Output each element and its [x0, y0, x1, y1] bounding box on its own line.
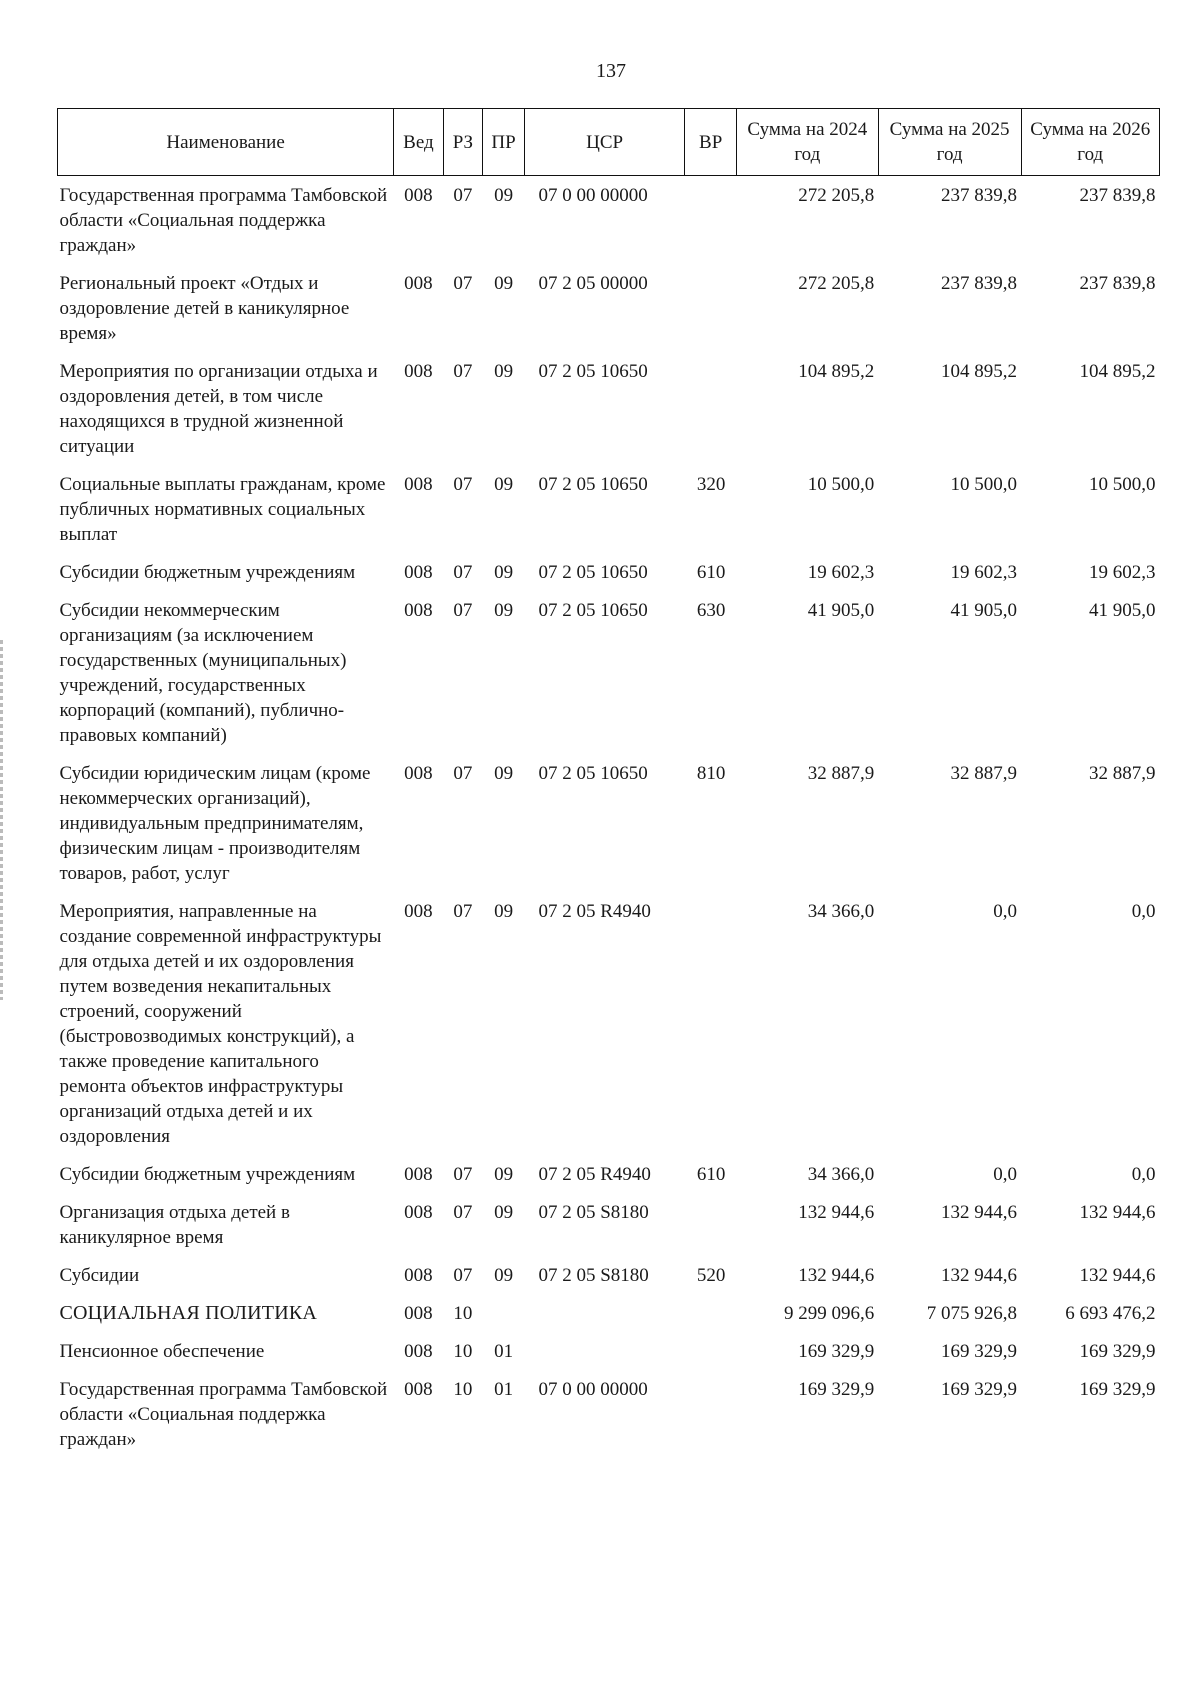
cell-sum-2024: 32 887,9 [807, 763, 875, 784]
cell-sum-2025: 237 839,8 [941, 273, 1018, 294]
cell-vr: 810 [696, 763, 726, 784]
page-number: 137 [596, 60, 626, 82]
cell-name: Региональный проект «Отдых и оздоровление детей в каникулярное время» [59, 273, 350, 344]
cell-rz: 07 [453, 1202, 473, 1223]
cell-csr: 07 2 05 00000 [538, 273, 648, 294]
cell-ved: 008 [404, 185, 433, 206]
cell-sum-2024: 132 944,6 [798, 1202, 875, 1223]
cell-sum-2025: 237 839,8 [941, 185, 1018, 206]
cell-name: Субсидии юридическим лицам (кроме некоммерческих организаций), индивидуальным предпринимателям, физическим лицам - производителям товаров, работ, услуг [59, 763, 371, 884]
cell-vr [685, 1332, 737, 1370]
cell-pr: 09 [494, 361, 514, 382]
cell-ved: 008 [404, 901, 433, 922]
cell-csr: 07 2 05 S8180 [538, 1202, 649, 1223]
header-sum-2026: Сумма на 2026 год [1021, 109, 1159, 176]
cell-ved: 008 [404, 474, 433, 495]
cell-sum-2026: 132 944,6 [1079, 1202, 1156, 1223]
cell-csr: 07 2 05 10650 [538, 600, 648, 621]
header-csr: ЦСР [524, 109, 684, 176]
cell-pr: 09 [494, 1202, 514, 1223]
cell-ved: 008 [404, 1341, 433, 1362]
cell-sum-2025: 41 905,0 [950, 600, 1018, 621]
cell-ved: 008 [404, 361, 433, 382]
table-row [58, 352, 1160, 465]
cell-vr [685, 176, 737, 265]
cell-ved: 008 [404, 1164, 433, 1185]
cell-sum-2026: 10 500,0 [1089, 474, 1156, 495]
cell-csr [524, 1332, 684, 1370]
cell-csr: 07 2 05 R4940 [538, 1164, 651, 1185]
header-name: Наименование [58, 109, 394, 176]
cell-rz: 07 [453, 273, 473, 294]
cell-pr: 09 [494, 1164, 514, 1185]
cell-rz: 07 [453, 361, 473, 382]
table-row [58, 754, 1160, 892]
cell-ved: 008 [404, 600, 433, 621]
cell-sum-2025: 0,0 [993, 1164, 1018, 1185]
cell-name: Государственная программа Тамбовской области «Социальная поддержка граждан» [59, 1379, 388, 1450]
cell-sum-2026: 19 602,3 [1089, 562, 1156, 583]
cell-sum-2025: 132 944,6 [941, 1265, 1018, 1286]
cell-rz: 07 [453, 1265, 473, 1286]
cell-vr [685, 1294, 737, 1332]
cell-sum-2026: 169 329,9 [1079, 1379, 1156, 1400]
cell-sum-2025: 32 887,9 [950, 763, 1018, 784]
cell-pr: 09 [494, 185, 514, 206]
cell-sum-2024: 132 944,6 [798, 1265, 875, 1286]
cell-pr: 01 [494, 1379, 514, 1400]
cell-vr [685, 352, 737, 465]
cell-sum-2024: 10 500,0 [807, 474, 875, 495]
cell-ved: 008 [404, 1303, 433, 1324]
cell-sum-2026: 0,0 [1131, 1164, 1156, 1185]
cell-csr: 07 0 00 00000 [538, 1379, 648, 1400]
cell-name: Социальные выплаты гражданам, кроме публичных нормативных социальных выплат [59, 474, 386, 545]
cell-rz: 07 [453, 901, 473, 922]
cell-rz: 07 [453, 185, 473, 206]
cell-ved: 008 [404, 562, 433, 583]
cell-sum-2024: 9 299 096,6 [783, 1303, 875, 1324]
cell-sum-2026: 169 329,9 [1079, 1341, 1156, 1362]
table-row [58, 1256, 1160, 1294]
cell-name: Организация отдыха детей в каникулярное время [59, 1202, 290, 1248]
cell-rz: 07 [453, 600, 473, 621]
cell-sum-2025: 7 075 926,8 [926, 1303, 1018, 1324]
cell-pr: 09 [494, 763, 514, 784]
cell-vr [685, 1193, 737, 1256]
cell-ved: 008 [404, 763, 433, 784]
cell-sum-2026: 104 895,2 [1079, 361, 1156, 382]
cell-pr: 09 [494, 901, 514, 922]
table-row [58, 1155, 1160, 1193]
header-vr: ВР [685, 109, 737, 176]
cell-sum-2024: 34 366,0 [807, 901, 875, 922]
cell-sum-2026: 237 839,8 [1079, 185, 1156, 206]
header-ved: Вед [394, 109, 443, 176]
cell-sum-2025: 0,0 [993, 901, 1018, 922]
cell-name: Пенсионное обеспечение [59, 1341, 265, 1362]
cell-csr: 07 2 05 R4940 [538, 901, 651, 922]
cell-ved: 008 [404, 1202, 433, 1223]
cell-sum-2024: 169 329,9 [798, 1341, 875, 1362]
cell-rz: 07 [453, 1164, 473, 1185]
cell-pr: 01 [494, 1341, 514, 1362]
cell-name: Субсидии [59, 1265, 140, 1286]
table-header [58, 109, 1160, 176]
cell-sum-2026: 132 944,6 [1079, 1265, 1156, 1286]
cell-pr [483, 1294, 525, 1332]
cell-sum-2025: 169 329,9 [941, 1379, 1018, 1400]
cell-vr: 320 [696, 474, 726, 495]
cell-sum-2024: 169 329,9 [798, 1379, 875, 1400]
cell-csr: 07 2 05 S8180 [538, 1265, 649, 1286]
cell-name: Субсидии бюджетным учреждениям [59, 562, 356, 583]
cell-csr: 07 2 05 10650 [538, 763, 648, 784]
cell-name: СОЦИАЛЬНАЯ ПОЛИТИКА [59, 1302, 318, 1324]
cell-sum-2025: 132 944,6 [941, 1202, 1018, 1223]
header-rz: РЗ [443, 109, 483, 176]
cell-name: Субсидии некоммерческим организациям (за исключением государственных (муниципальных) учреждений, государственных корпораций (компаний), публично-правовых компаний) [59, 600, 347, 746]
cell-vr: 610 [696, 562, 726, 583]
cell-sum-2026: 0,0 [1131, 901, 1156, 922]
cell-pr: 09 [494, 474, 514, 495]
header-pr: ПР [483, 109, 525, 176]
cell-vr: 610 [696, 1164, 726, 1185]
cell-pr: 09 [494, 273, 514, 294]
cell-vr: 630 [696, 600, 726, 621]
table-row [58, 264, 1160, 352]
cell-sum-2024: 19 602,3 [807, 562, 875, 583]
cell-rz: 10 [453, 1303, 473, 1324]
cell-name: Субсидии бюджетным учреждениям [59, 1164, 356, 1185]
cell-pr: 09 [494, 562, 514, 583]
cell-vr [685, 264, 737, 352]
table-row [58, 1370, 1160, 1458]
table-row [58, 176, 1160, 265]
cell-pr: 09 [494, 1265, 514, 1286]
cell-vr [685, 892, 737, 1155]
cell-sum-2025: 169 329,9 [941, 1341, 1018, 1362]
header-sum-2024: Сумма на 2024 год [736, 109, 878, 176]
cell-rz: 07 [453, 763, 473, 784]
table-row [58, 892, 1160, 1155]
table-row [58, 1332, 1160, 1370]
table-row [58, 1193, 1160, 1256]
cell-ved: 008 [404, 1265, 433, 1286]
cell-name: Мероприятия по организации отдыха и оздоровления детей, в том числе находящихся в трудной жизненной ситуации [59, 361, 378, 457]
cell-csr: 07 2 05 10650 [538, 361, 648, 382]
header-sum-2025: Сумма на 2025 год [878, 109, 1021, 176]
table-body [58, 176, 1160, 1459]
budget-table [57, 108, 1160, 1458]
cell-sum-2025: 19 602,3 [950, 562, 1018, 583]
cell-rz: 10 [453, 1379, 473, 1400]
cell-rz: 10 [453, 1341, 473, 1362]
cell-csr: 07 2 05 10650 [538, 562, 648, 583]
cell-vr [685, 1370, 737, 1458]
cell-sum-2026: 32 887,9 [1089, 763, 1156, 784]
cell-sum-2026: 41 905,0 [1089, 600, 1156, 621]
cell-csr: 07 2 05 10650 [538, 474, 648, 495]
cell-ved: 008 [404, 273, 433, 294]
cell-sum-2024: 272 205,8 [798, 273, 875, 294]
table-row [58, 591, 1160, 754]
scan-artifact [0, 640, 3, 1000]
cell-sum-2024: 104 895,2 [798, 361, 875, 382]
cell-vr: 520 [696, 1265, 726, 1286]
section-row [58, 1294, 1160, 1332]
cell-sum-2024: 41 905,0 [807, 600, 875, 621]
cell-sum-2024: 272 205,8 [798, 185, 875, 206]
cell-csr: 07 0 00 00000 [538, 185, 648, 206]
cell-name: Государственная программа Тамбовской области «Социальная поддержка граждан» [59, 185, 388, 256]
cell-rz: 07 [453, 474, 473, 495]
cell-rz: 07 [453, 562, 473, 583]
cell-sum-2025: 10 500,0 [950, 474, 1018, 495]
cell-sum-2026: 6 693 476,2 [1065, 1303, 1156, 1324]
cell-sum-2026: 237 839,8 [1079, 273, 1156, 294]
cell-pr: 09 [494, 600, 514, 621]
cell-ved: 008 [404, 1379, 433, 1400]
cell-sum-2025: 104 895,2 [941, 361, 1018, 382]
table-row [58, 553, 1160, 591]
cell-csr [524, 1294, 684, 1332]
cell-name: Мероприятия, направленные на создание современной инфраструктуры для отдыха детей и их оздоровления путем возведения некапитальных строений, сооружений (быстровозводимых конструкций), а также проведение капитального ремонта объектов инфраструктуры организаций отдыха детей и их оздоровления [59, 901, 382, 1147]
table-row [58, 465, 1160, 553]
cell-sum-2024: 34 366,0 [807, 1164, 875, 1185]
